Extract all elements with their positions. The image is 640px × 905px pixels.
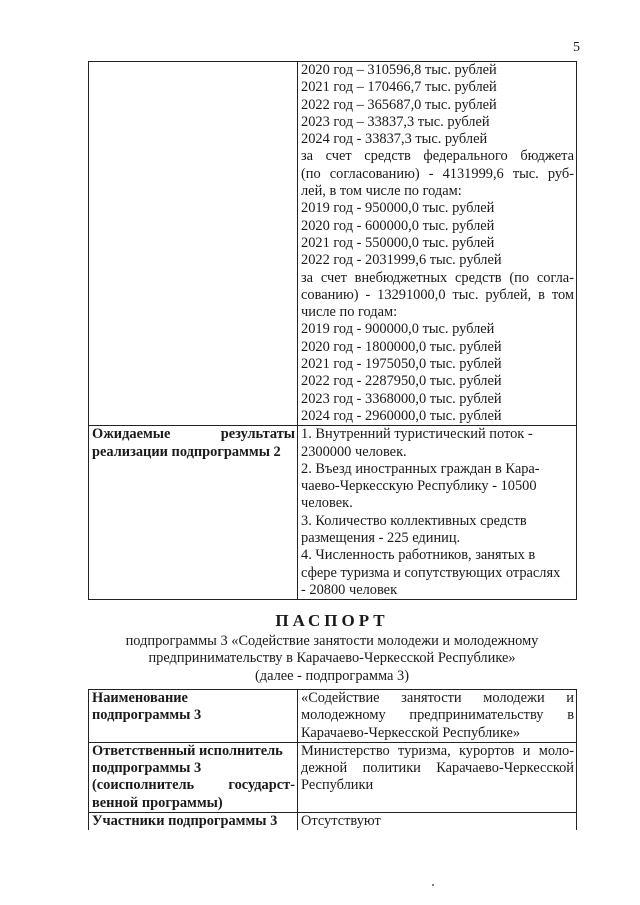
participants-row [89, 813, 577, 831]
executor-label-line: (соисполнитель государст- [92, 777, 295, 794]
name-value-line: «Содействие занятости молодежи и [301, 690, 574, 706]
federal-intro-line: лей, в том числе по годам: [301, 183, 462, 200]
funding-line: 2021 год – 170466,7 тыс. рублей [301, 79, 497, 96]
executor-row [89, 742, 577, 812]
executor-value-line: Республики [301, 777, 374, 794]
executor-value-line: Министерство туризма, курортов и моло- [301, 742, 574, 759]
participants-value-line: Отсутствуют [301, 813, 381, 830]
page-number: 5 [573, 40, 580, 55]
funding-line: 2023 год – 33837,3 тыс. рублей [301, 113, 490, 130]
passport-title: ПАСПОРТ [275, 611, 389, 630]
executor-label-cell [89, 742, 298, 812]
funding-row [89, 62, 577, 426]
extrabudget-line: 2020 год - 1800000,0 тыс. рублей [301, 338, 502, 355]
name-value-line: Карачаево-Черкесской Республике» [301, 724, 521, 741]
results-label-line: реализации подпрограммы 2 [92, 443, 281, 460]
results-line: 2300000 человек. [301, 443, 407, 460]
extrabudget-line: 2022 год - 2287950,0 тыс. рублей [301, 373, 502, 390]
results-row [89, 426, 577, 600]
executor-label-line: венной программы) [92, 794, 223, 811]
executor-label-line: Ответственный исполнитель [92, 742, 283, 759]
results-value-cell [298, 426, 577, 600]
executor-value-cell [298, 742, 577, 812]
participants-label-line: Участники подпрограммы 3 [92, 813, 278, 830]
results-line: 4. Численность работников, занятых в [301, 547, 536, 564]
federal-intro-line: за счет средств федерального бюджета [301, 148, 574, 165]
executor-value-line: дежной политики Карачаево-Черкесской [301, 760, 574, 777]
extrabudget-line: 2023 год - 3368000,0 тыс. рублей [301, 390, 502, 407]
funding-label-cell [89, 62, 298, 426]
results-line: 2. Въезд иностранных граждан в Кара- [301, 460, 540, 477]
passport-heading [88, 611, 576, 685]
results-line: человек. [301, 495, 353, 512]
extrabudget-line: 2024 год - 2960000,0 тыс. рублей [301, 407, 502, 424]
executor-label-line: подпрограммы 3 [92, 760, 202, 777]
results-line: размещения - 225 единиц. [301, 530, 461, 547]
name-value-line: молодежному предпринимательству в [301, 707, 574, 724]
passport-subtitle-line: (далее - подпрограмма 3) [254, 667, 410, 684]
passport-subtitle-line: предпринимательству в Карачаево-Черкесской Республике» [148, 650, 516, 667]
results-label-cell [89, 426, 298, 600]
extrabudget-line: 2019 год - 900000,0 тыс. рублей [301, 321, 495, 338]
extrabudget-intro-line: за счет внебюджетных средств (по согла- [301, 269, 574, 286]
results-line: 1. Внутренний туристический поток - [301, 426, 533, 443]
name-value-cell [298, 690, 577, 743]
name-label-line: Наименование [92, 690, 188, 706]
results-label-line: Ожидаемые результаты [92, 426, 295, 443]
results-line: сфере туризма и сопутствующих отраслях [301, 564, 561, 581]
extrabudget-intro-line: сованию) - 13291000,0 тыс. рублей, в том [301, 286, 574, 303]
federal-line: 2019 год - 950000,0 тыс. рублей [301, 200, 495, 217]
federal-line: 2021 год - 550000,0 тыс. рублей [301, 234, 495, 251]
name-label-cell [89, 690, 298, 743]
name-row [89, 690, 577, 743]
federal-line: 2020 год - 600000,0 тыс. рублей [301, 217, 495, 234]
funding-table [88, 61, 577, 600]
federal-line: 2022 год - 2031999,6 тыс. рублей [301, 252, 502, 269]
results-line: - 20800 человек [301, 581, 398, 598]
scan-speck [432, 884, 434, 886]
name-label-line: подпрограммы 3 [92, 707, 202, 724]
participants-label-cell [89, 813, 298, 831]
extrabudget-line: 2021 год - 1975050,0 тыс. рублей [301, 356, 502, 373]
participants-value-cell [298, 813, 577, 831]
funding-line: 2022 год – 365687,0 тыс. рублей [301, 96, 497, 113]
funding-line: 2020 год – 310596,8 тыс. рублей [301, 62, 497, 78]
passport-table [88, 689, 577, 830]
extrabudget-intro-line: числе по годам: [301, 304, 398, 321]
funding-line: 2024 год - 33837,3 тыс. рублей [301, 131, 488, 148]
passport-subtitle-line: подпрограммы 3 «Содействие занятости молодежи и молодежному [125, 633, 539, 649]
results-line: 3. Количество коллективных средств [301, 512, 527, 529]
federal-intro-line: (по согласованию) - 4131999,6 тыс. руб- [301, 165, 574, 182]
results-line: чаево-Черкесскую Республику - 10500 [301, 478, 537, 495]
funding-value-cell [298, 62, 577, 426]
